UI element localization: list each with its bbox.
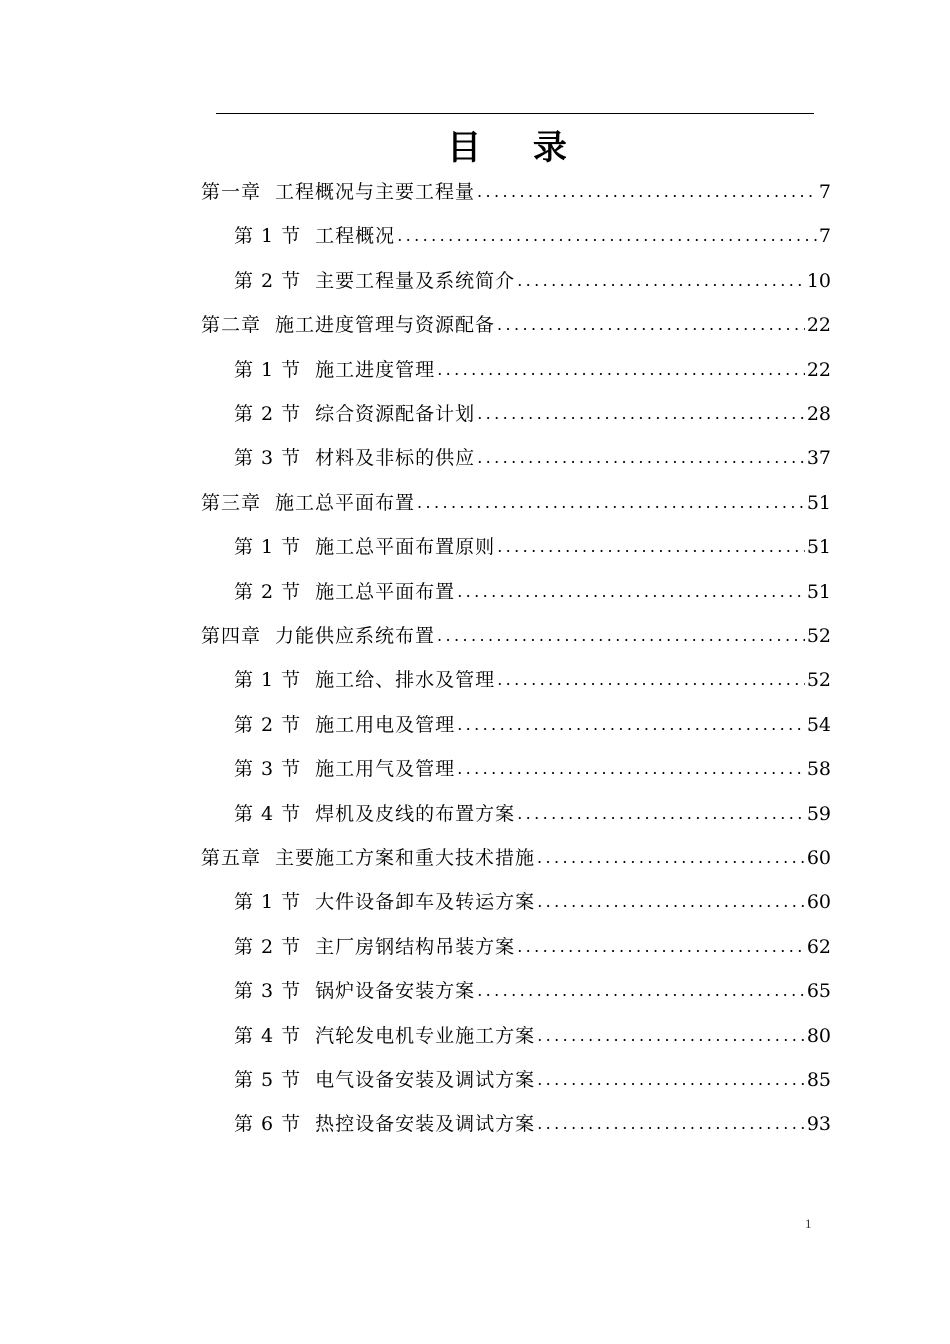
toc-section-entry[interactable] <box>234 570 831 614</box>
toc-entry-title: 锅炉设备安装方案 <box>315 980 476 1003</box>
toc-dot-leader <box>477 969 805 1013</box>
toc-chapter-entry[interactable] <box>201 481 831 525</box>
toc-section-entry[interactable] <box>234 348 831 392</box>
toc-entry-title: 焊机及皮线的布置方案 <box>315 802 516 825</box>
toc-section-entry[interactable] <box>234 259 831 303</box>
toc-section-entry[interactable] <box>234 1058 831 1102</box>
toc-section-entry[interactable] <box>234 925 831 969</box>
toc-entry-title: 热控设备安装及调试方案 <box>315 1113 536 1136</box>
toc-entry-number: 第 2 节 <box>234 403 302 425</box>
toc-entry-page: 59 <box>806 802 831 825</box>
toc-entry-page: 65 <box>806 980 831 1003</box>
toc-entry-page: 51 <box>806 491 831 514</box>
toc-dot-leader <box>457 747 805 791</box>
toc-entry-page: 51 <box>806 580 831 603</box>
toc-entry-page: 62 <box>806 935 831 958</box>
toc-entry-title: 电气设备安装及调试方案 <box>315 1069 536 1091</box>
toc-entry-title: 施工给、排水及管理 <box>315 669 496 692</box>
toc-entry-page: 80 <box>806 1024 831 1047</box>
toc-dot-leader <box>497 525 805 569</box>
toc-entry-title: 汽轮发电机专业施工方案 <box>315 1024 536 1047</box>
toc-entry-number: 第 4 节 <box>234 1024 302 1047</box>
toc-dot-leader <box>497 658 805 702</box>
toc-dot-leader <box>537 1102 805 1146</box>
toc-entry-number: 第 1 节 <box>234 225 302 248</box>
toc-dot-leader <box>517 259 805 303</box>
toc-entry-page: 10 <box>806 269 831 292</box>
toc-section-entry[interactable] <box>234 703 831 747</box>
toc-entry-number: 第 2 节 <box>234 580 302 603</box>
toc-entry-number: 第 2 节 <box>234 713 302 736</box>
toc-dot-leader <box>477 170 817 214</box>
toc-entry-page: 60 <box>806 891 831 914</box>
toc-dot-leader <box>517 925 805 969</box>
toc-section-entry[interactable] <box>234 214 831 258</box>
toc-entry-number: 第五章 <box>201 847 262 869</box>
toc-section-entry[interactable] <box>234 880 831 924</box>
toc-section-entry[interactable] <box>234 969 831 1013</box>
toc-entry-title: 施工总平面布置 <box>315 580 456 603</box>
toc-entry-number: 第一章 <box>201 181 262 203</box>
toc-entry-page: 37 <box>806 447 831 470</box>
toc-chapter-entry[interactable] <box>201 836 831 880</box>
toc-entry-page: 7 <box>818 225 831 248</box>
toc-entry-title: 工程概况与主要工程量 <box>275 181 476 203</box>
toc-entry-page: 22 <box>806 314 831 337</box>
toc-dot-leader <box>537 880 805 924</box>
toc-dot-leader <box>457 703 805 747</box>
toc-entry-title: 施工用气及管理 <box>315 758 456 781</box>
toc-chapter-entry[interactable] <box>201 170 831 214</box>
toc-section-entry[interactable] <box>234 525 831 569</box>
toc-entry-number: 第 3 节 <box>234 758 302 781</box>
toc-title: 目 录 <box>447 128 587 168</box>
toc-entry-title: 材料及非标的供应 <box>315 447 476 470</box>
toc-entry-number: 第 3 节 <box>234 980 302 1003</box>
toc-entry-title: 工程概况 <box>315 225 396 248</box>
toc-dot-leader <box>497 303 805 347</box>
toc-dot-leader <box>537 836 805 880</box>
toc-entry-number: 第二章 <box>201 314 262 337</box>
toc-section-entry[interactable] <box>234 436 831 480</box>
toc-entry-page: 58 <box>806 758 831 781</box>
toc-entry-page: 85 <box>806 1069 831 1091</box>
toc-entry-title: 施工进度管理 <box>315 358 436 381</box>
toc-dot-leader <box>397 214 817 258</box>
toc-entry-page: 52 <box>806 669 831 692</box>
toc-entry-page: 52 <box>806 625 831 647</box>
toc-entry-title: 综合资源配备计划 <box>315 403 476 425</box>
toc-entry-number: 第 1 节 <box>234 891 302 914</box>
toc-entry-title: 大件设备卸车及转运方案 <box>315 891 536 914</box>
toc-entry-number: 第 2 节 <box>234 269 302 292</box>
toc-entry-title: 主要工程量及系统简介 <box>315 269 516 292</box>
toc-entry-page: 93 <box>806 1113 831 1136</box>
toc-dot-leader <box>517 792 805 836</box>
toc-section-entry[interactable] <box>234 658 831 702</box>
toc-dot-leader <box>477 436 805 480</box>
toc-dot-leader <box>457 570 805 614</box>
toc-entry-number: 第 5 节 <box>234 1069 302 1091</box>
toc-section-entry[interactable] <box>234 1102 831 1146</box>
toc-chapter-entry[interactable] <box>201 614 831 658</box>
toc-entry-title: 施工进度管理与资源配备 <box>275 314 496 337</box>
toc-entry-number: 第 6 节 <box>234 1113 302 1136</box>
toc-entry-number: 第 1 节 <box>234 669 302 692</box>
toc-entry-number: 第 1 节 <box>234 536 302 559</box>
toc-chapter-entry[interactable] <box>201 303 831 347</box>
toc-dot-leader <box>437 348 805 392</box>
toc-entry-number: 第 1 节 <box>234 358 302 381</box>
toc-entry-title: 施工总平面布置 <box>275 491 416 514</box>
header-rule <box>216 113 814 114</box>
toc-section-entry[interactable] <box>234 392 831 436</box>
toc-entry-number: 第三章 <box>201 491 262 514</box>
toc-entry-number: 第四章 <box>201 625 262 647</box>
toc-section-entry[interactable] <box>234 792 831 836</box>
toc-entry-page: 7 <box>818 181 831 203</box>
toc-section-entry[interactable] <box>234 1014 831 1058</box>
toc-entry-page: 60 <box>806 847 831 869</box>
toc-entry-page: 54 <box>806 713 831 736</box>
toc-entry-number: 第 3 节 <box>234 447 302 470</box>
toc-entry-title: 主厂房钢结构吊装方案 <box>315 935 516 958</box>
toc-entry-number: 第 4 节 <box>234 802 302 825</box>
toc-dot-leader <box>477 392 805 436</box>
toc-dot-leader <box>437 614 805 658</box>
toc-entry-page: 22 <box>806 358 831 381</box>
toc-section-entry[interactable] <box>234 747 831 791</box>
toc-entry-title: 主要施工方案和重大技术措施 <box>275 847 536 869</box>
toc-dot-leader <box>417 481 805 525</box>
toc-entry-title: 施工总平面布置原则 <box>315 536 496 559</box>
toc-entry-page: 51 <box>806 536 831 559</box>
toc-entry-page: 28 <box>806 403 831 425</box>
toc-entry-number: 第 2 节 <box>234 935 302 958</box>
toc-dot-leader <box>537 1014 805 1058</box>
toc-dot-leader <box>537 1058 805 1102</box>
toc-entry-title: 力能供应系统布置 <box>275 625 436 647</box>
toc-entry-title: 施工用电及管理 <box>315 713 456 736</box>
page-number: 1 <box>805 1216 812 1231</box>
